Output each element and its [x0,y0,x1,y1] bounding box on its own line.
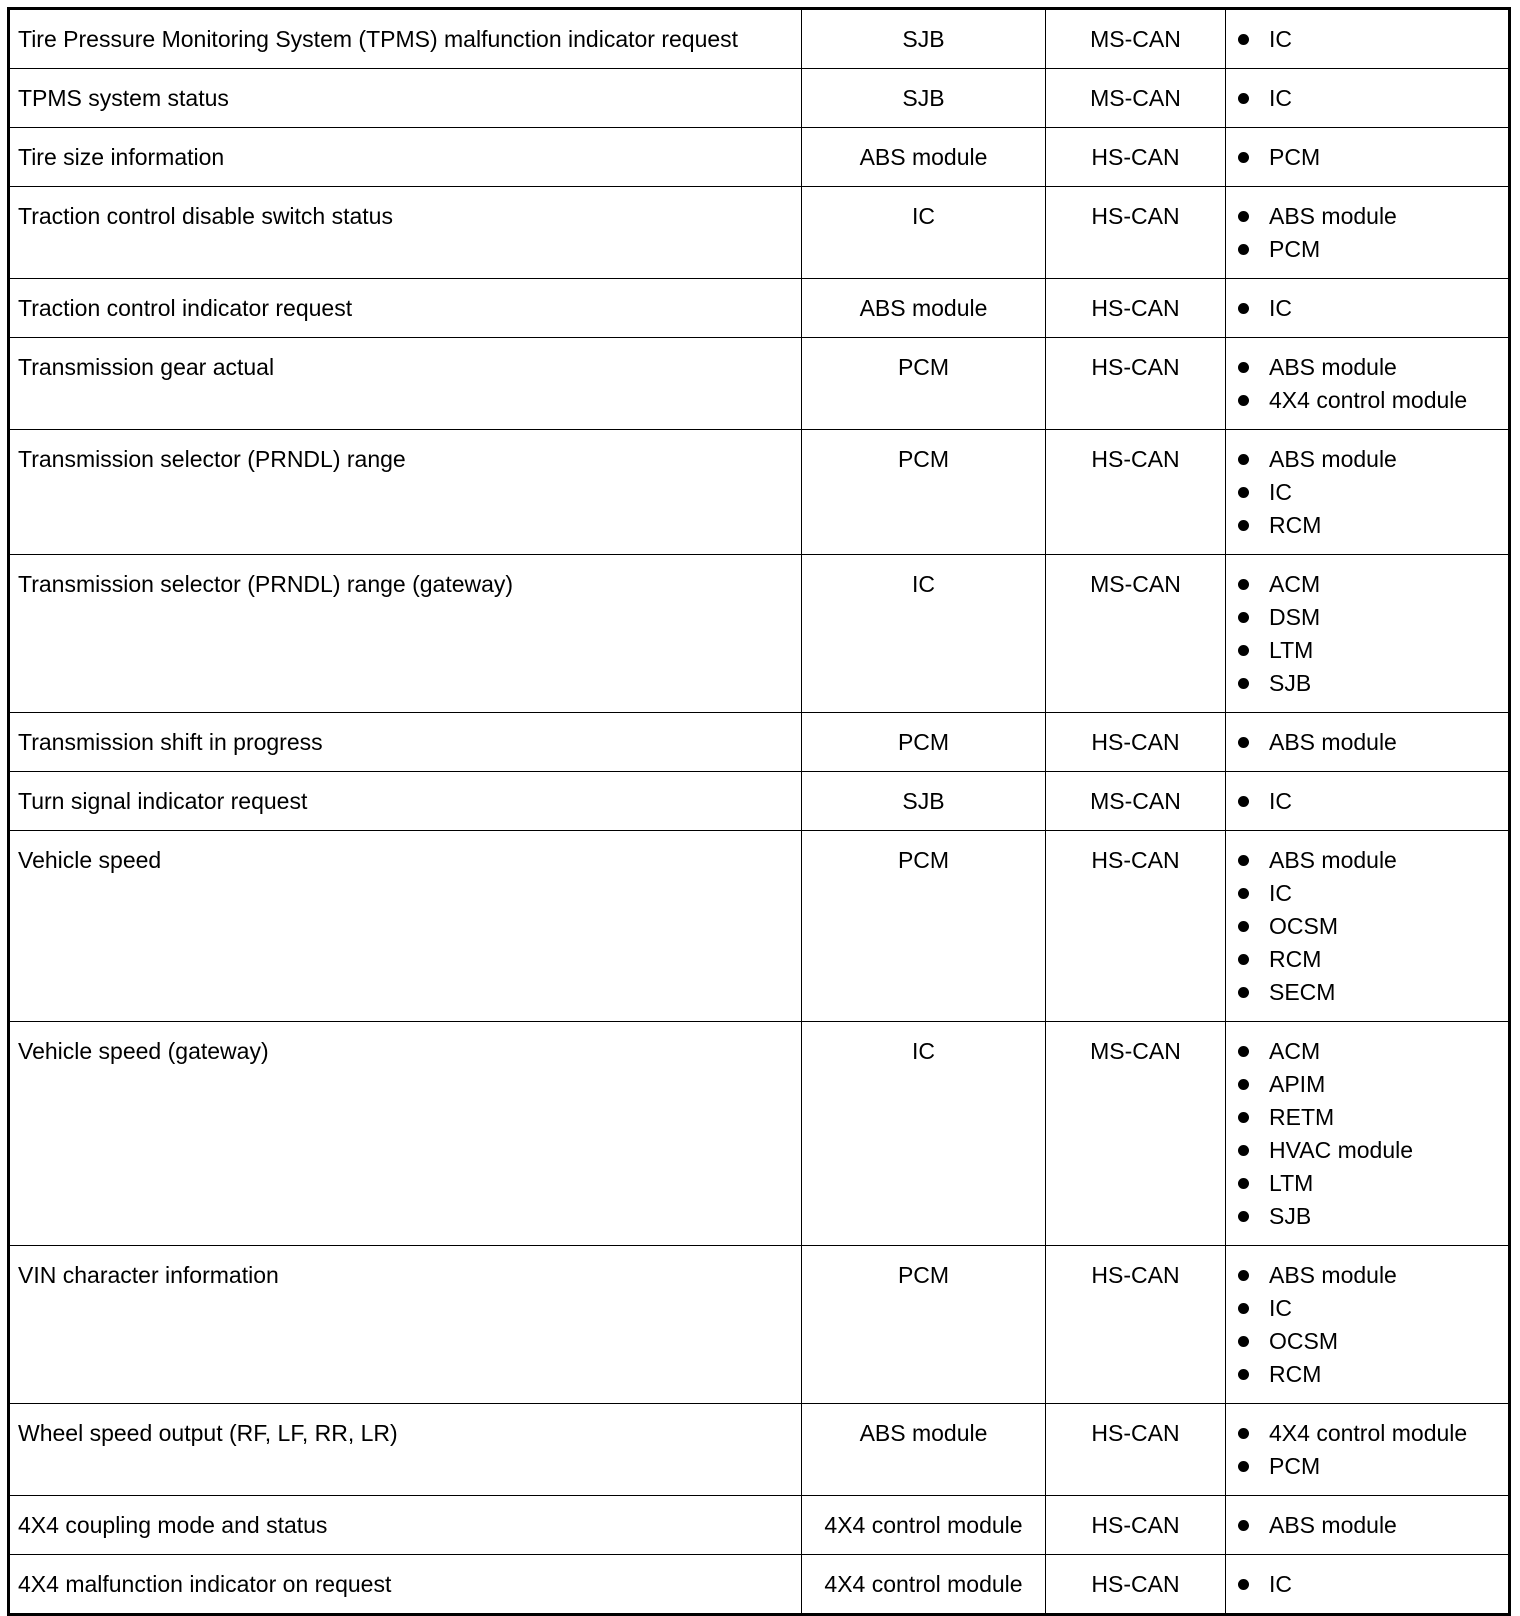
originator-cell: IC [802,1022,1046,1246]
originator-cell: ABS module [802,1404,1046,1496]
table-row [9,1496,1510,1555]
originator-cell: PCM [802,713,1046,772]
receiver-label: RETM [1269,1104,1335,1130]
network-cell: MS-CAN [1046,555,1226,713]
receiver-item [1234,1510,1500,1540]
receiver-item [1234,24,1500,54]
originator-cell: SJB [802,772,1046,831]
receiver-item [1234,1359,1500,1389]
receiver-item [1234,83,1500,113]
receiver-list [1234,845,1500,1007]
bullet-icon [1238,678,1249,689]
message-cell: Traction control disable switch status [9,187,802,279]
network-cell: HS-CAN [1046,128,1226,187]
receivers-cell [1226,831,1510,1022]
receiver-label: LTM [1269,637,1314,663]
receiver-item [1234,1418,1500,1448]
originator-cell: PCM [802,1246,1046,1404]
bullet-icon [1238,645,1249,656]
network-cell: MS-CAN [1046,9,1226,69]
bullet-icon [1238,1112,1249,1123]
receivers-cell [1226,69,1510,128]
bullet-icon [1238,1178,1249,1189]
receiver-label: DSM [1269,604,1321,630]
bullet-icon [1238,1211,1249,1222]
bullet-icon [1238,1336,1249,1347]
receiver-item [1234,635,1500,665]
originator-cell: 4X4 control module [802,1496,1046,1555]
receiver-label: ABS module [1269,729,1397,755]
bullet-icon [1238,454,1249,465]
receivers-cell [1226,713,1510,772]
receivers-cell [1226,1496,1510,1555]
receiver-label: RCM [1269,1361,1322,1387]
receiver-label: APIM [1269,1071,1326,1097]
receiver-item [1234,727,1500,757]
receiver-label: RCM [1269,946,1322,972]
receivers-cell [1226,772,1510,831]
receiver-label: HVAC module [1269,1137,1414,1163]
receivers-cell [1226,1555,1510,1615]
receiver-item [1234,1135,1500,1165]
receiver-list [1234,1418,1500,1481]
table-row [9,1404,1510,1496]
receiver-item [1234,602,1500,632]
receiver-label: OCSM [1269,913,1338,939]
table-row [9,1246,1510,1404]
receiver-list [1234,569,1500,698]
receiver-item [1234,510,1500,540]
bullet-icon [1238,1428,1249,1439]
bullet-icon [1238,362,1249,373]
bullet-icon [1238,737,1249,748]
bullet-icon [1238,520,1249,531]
receiver-list [1234,786,1500,816]
message-cell: Tire Pressure Monitoring System (TPMS) malfunction indicator request [9,9,802,69]
message-cell: Transmission shift in progress [9,713,802,772]
receiver-label: PCM [1269,1453,1321,1479]
receiver-item [1234,845,1500,875]
message-cell: 4X4 coupling mode and status [9,1496,802,1555]
receiver-item [1234,201,1500,231]
message-cell: Vehicle speed (gateway) [9,1022,802,1246]
message-cell: Transmission selector (PRNDL) range [9,430,802,555]
originator-cell: PCM [802,430,1046,555]
receivers-cell [1226,279,1510,338]
bullet-icon [1238,211,1249,222]
receiver-list [1234,352,1500,415]
message-cell: Transmission gear actual [9,338,802,430]
receiver-label: SECM [1269,979,1336,1005]
bullet-icon [1238,1145,1249,1156]
receiver-label: IC [1269,880,1292,906]
receiver-item [1234,977,1500,1007]
receiver-item [1234,944,1500,974]
receiver-item [1234,569,1500,599]
receivers-cell [1226,338,1510,430]
table-row [9,9,1510,69]
network-cell: HS-CAN [1046,831,1226,1022]
originator-cell: ABS module [802,128,1046,187]
receiver-label: LTM [1269,1170,1314,1196]
receiver-item [1234,911,1500,941]
network-cell: HS-CAN [1046,430,1226,555]
bullet-icon [1238,921,1249,932]
receiver-list [1234,24,1500,54]
receiver-list [1234,201,1500,264]
network-cell: MS-CAN [1046,1022,1226,1246]
receiver-label: IC [1269,1571,1292,1597]
receiver-item [1234,293,1500,323]
receiver-item [1234,1326,1500,1356]
bullet-icon [1238,1046,1249,1057]
table-row [9,430,1510,555]
receivers-cell [1226,1022,1510,1246]
receiver-label: ABS module [1269,446,1397,472]
originator-cell: SJB [802,69,1046,128]
receiver-item [1234,1168,1500,1198]
bullet-icon [1238,34,1249,45]
receiver-item [1234,444,1500,474]
receiver-list [1234,142,1500,172]
receiver-label: ABS module [1269,1262,1397,1288]
table-row [9,187,1510,279]
receiver-item [1234,878,1500,908]
receiver-item [1234,234,1500,264]
message-cell: VIN character information [9,1246,802,1404]
bullet-icon [1238,987,1249,998]
receiver-list [1234,444,1500,540]
network-cell: HS-CAN [1046,1404,1226,1496]
bullet-icon [1238,1303,1249,1314]
bullet-icon [1238,1369,1249,1380]
receiver-item [1234,1201,1500,1231]
receivers-cell [1226,430,1510,555]
receiver-label: 4X4 control module [1269,1420,1468,1446]
receiver-item [1234,1293,1500,1323]
table-row [9,1555,1510,1615]
receiver-item [1234,1036,1500,1066]
bullet-icon [1238,1461,1249,1472]
receiver-list [1234,1510,1500,1540]
network-cell: MS-CAN [1046,69,1226,128]
network-cell: HS-CAN [1046,1555,1226,1615]
receiver-label: IC [1269,26,1292,52]
bullet-icon [1238,244,1249,255]
receiver-item [1234,142,1500,172]
bullet-icon [1238,796,1249,807]
receiver-label: IC [1269,1295,1292,1321]
network-message-table [7,7,1511,1616]
network-cell: HS-CAN [1046,1496,1226,1555]
bullet-icon [1238,579,1249,590]
receiver-item [1234,668,1500,698]
table-row [9,555,1510,713]
message-cell: Turn signal indicator request [9,772,802,831]
receiver-list [1234,1569,1500,1599]
bullet-icon [1238,152,1249,163]
message-cell: Traction control indicator request [9,279,802,338]
table-row [9,772,1510,831]
bullet-icon [1238,1579,1249,1590]
receiver-label: ABS module [1269,354,1397,380]
receiver-item [1234,786,1500,816]
receiver-list [1234,1260,1500,1389]
message-cell: Transmission selector (PRNDL) range (gateway) [9,555,802,713]
receiver-label: IC [1269,788,1292,814]
receivers-cell [1226,1404,1510,1496]
receiver-label: PCM [1269,236,1321,262]
receiver-label: SJB [1269,1203,1312,1229]
receiver-label: PCM [1269,144,1321,170]
network-cell: MS-CAN [1046,772,1226,831]
message-cell: Wheel speed output (RF, LF, RR, LR) [9,1404,802,1496]
receiver-list [1234,1036,1500,1231]
network-cell: HS-CAN [1046,187,1226,279]
receiver-label: IC [1269,479,1292,505]
receiver-item [1234,385,1500,415]
bullet-icon [1238,612,1249,623]
receiver-list [1234,83,1500,113]
table-row [9,69,1510,128]
receiver-label: ABS module [1269,203,1397,229]
receiver-item [1234,1102,1500,1132]
bullet-icon [1238,855,1249,866]
receiver-label: IC [1269,295,1292,321]
bullet-icon [1238,954,1249,965]
receiver-item [1234,1260,1500,1290]
bullet-icon [1238,1270,1249,1281]
receivers-cell [1226,128,1510,187]
receiver-label: SJB [1269,670,1312,696]
originator-cell: IC [802,555,1046,713]
receiver-label: RCM [1269,512,1322,538]
originator-cell: 4X4 control module [802,1555,1046,1615]
originator-cell: PCM [802,831,1046,1022]
receiver-label: ACM [1269,1038,1321,1064]
receiver-label: ACM [1269,571,1321,597]
bullet-icon [1238,303,1249,314]
receiver-item [1234,477,1500,507]
receiver-label: IC [1269,85,1292,111]
network-cell: HS-CAN [1046,338,1226,430]
table-row [9,128,1510,187]
receivers-cell [1226,555,1510,713]
originator-cell: ABS module [802,279,1046,338]
table-row [9,338,1510,430]
receiver-item [1234,1569,1500,1599]
receiver-item [1234,1069,1500,1099]
bullet-icon [1238,93,1249,104]
originator-cell: IC [802,187,1046,279]
bullet-icon [1238,395,1249,406]
table-row [9,1022,1510,1246]
bullet-icon [1238,487,1249,498]
table-row [9,279,1510,338]
table-row [9,713,1510,772]
receiver-item [1234,1451,1500,1481]
receivers-cell [1226,187,1510,279]
originator-cell: SJB [802,9,1046,69]
receiver-item [1234,352,1500,382]
receiver-label: ABS module [1269,1512,1397,1538]
receiver-label: OCSM [1269,1328,1338,1354]
receiver-label: ABS module [1269,847,1397,873]
bullet-icon [1238,1079,1249,1090]
message-cell: TPMS system status [9,69,802,128]
receiver-list [1234,293,1500,323]
message-cell: Vehicle speed [9,831,802,1022]
network-cell: HS-CAN [1046,713,1226,772]
network-cell: HS-CAN [1046,1246,1226,1404]
originator-cell: PCM [802,338,1046,430]
network-cell: HS-CAN [1046,279,1226,338]
message-cell: Tire size information [9,128,802,187]
receivers-cell [1226,9,1510,69]
receiver-label: 4X4 control module [1269,387,1468,413]
receivers-cell [1226,1246,1510,1404]
receiver-list [1234,727,1500,757]
message-cell: 4X4 malfunction indicator on request [9,1555,802,1615]
table-body [9,9,1510,1615]
bullet-icon [1238,888,1249,899]
table-row [9,831,1510,1022]
